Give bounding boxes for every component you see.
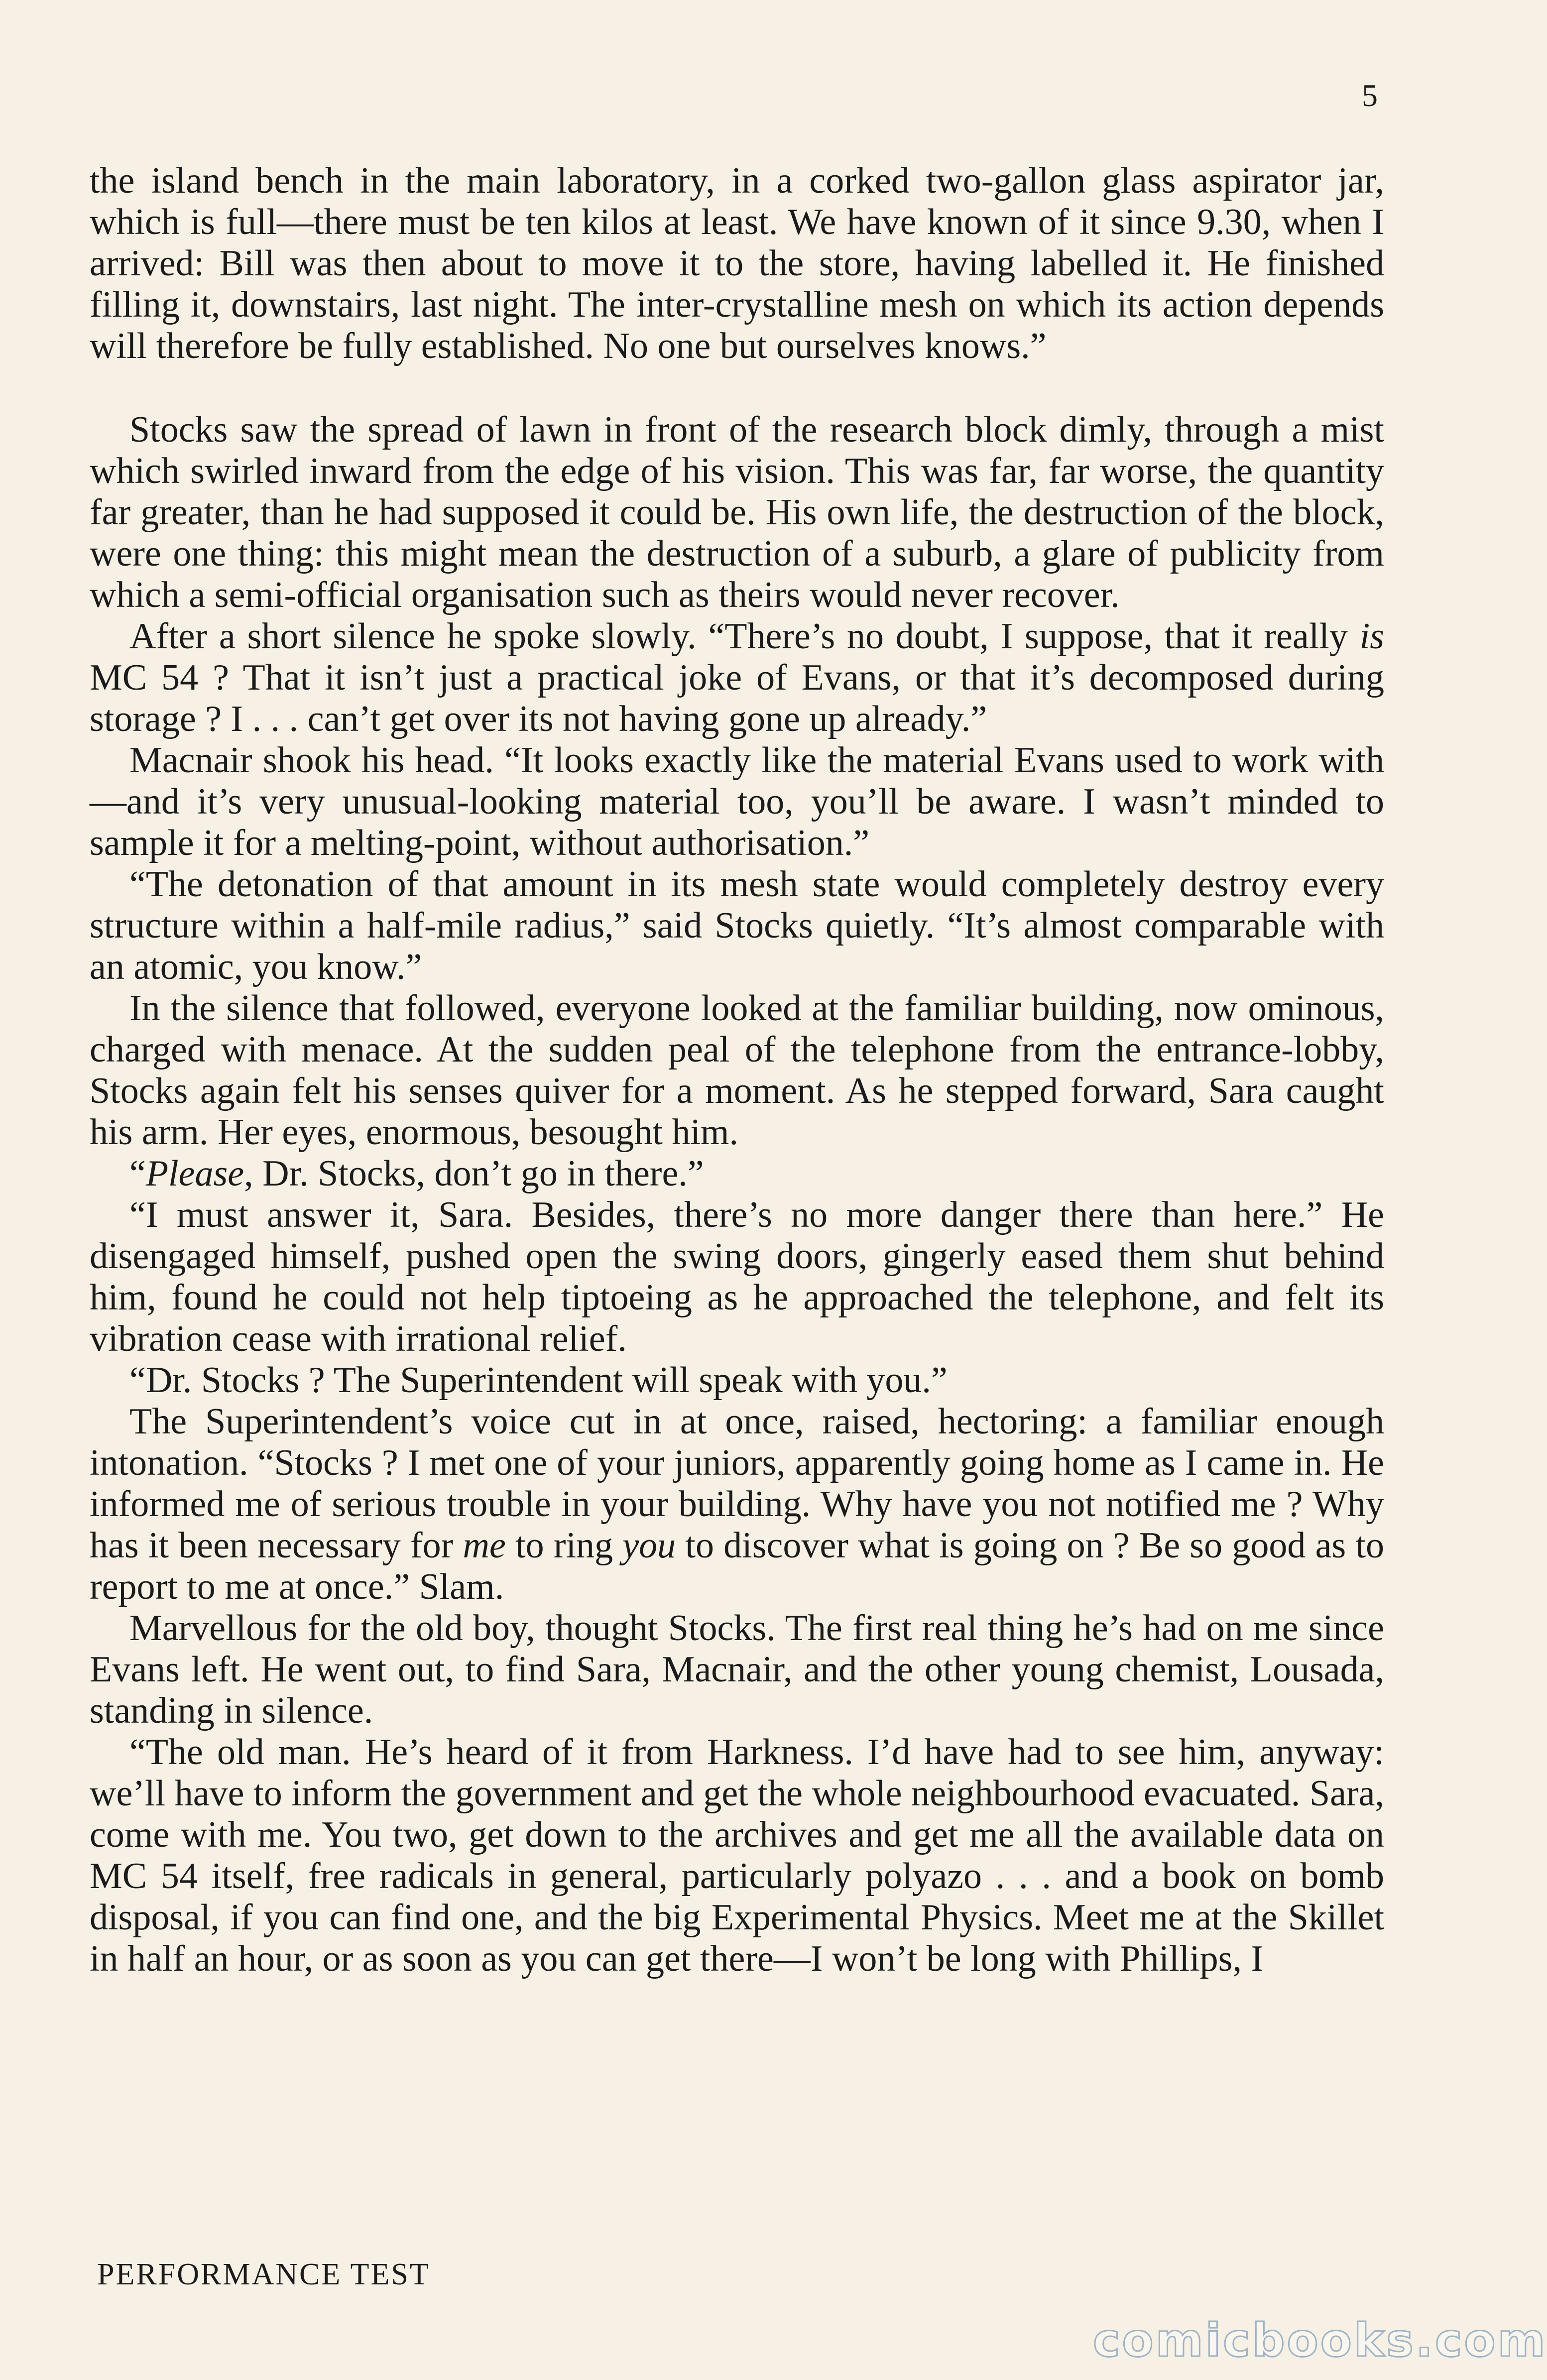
text-run: After a short silence he spoke slowly. “There’s no doubt, I suppose, that it really: [129, 616, 1360, 657]
paragraph: Marvellous for the old boy, thought Stocks. The first real thing he’s had on me since Evans left. He went out, to find Sara, Macnair, and the other young chemist, Lousada, standing in silence.: [90, 1608, 1384, 1731]
emphasis: me: [463, 1525, 506, 1566]
text-run: to ring: [505, 1525, 623, 1566]
text-run: The Superintendent’s voice cut in at once, raised, hectoring: a familiar enough intonation. “Stocks ? I met one of your juniors, apparently going home as I came in. He informed me of serious trouble in your building. Why have you not notified me ? Why has it been necessary for: [90, 1401, 1384, 1566]
paragraph: In the silence that followed, everyone looked at the familiar building, now ominous, charged with menace. At the sudden peal of the telephone from the entrance-lobby, Stocks again felt his senses quiver for a moment. As he stepped forward, Sara caught his arm. Her eyes, enormous, besought him.: [90, 988, 1384, 1153]
emphasis: is: [1359, 616, 1384, 657]
text-run: “: [129, 1153, 146, 1194]
footer-title: PERFORMANCE TEST: [97, 2258, 430, 2291]
text-run: , Dr. Stocks, don’t go in there.”: [244, 1153, 704, 1194]
paragraph: [90, 1401, 1384, 1608]
emphasis: you: [622, 1525, 676, 1566]
paragraph: Stocks saw the spread of lawn in front of the research block dimly, through a mist which swirled inward from the edge of his vision. This was far, far worse, the quantity far greater, than he had supposed it could be. His own life, the destruction of the block, were one thing: this might mean the destruction of a suburb, a glare of publicity from which a semi-official organisation such as theirs would never recover.: [90, 409, 1384, 615]
paragraph: “Dr. Stocks ? The Superintendent will speak with you.”: [129, 1360, 948, 1401]
paragraph: “I must answer it, Sara. Besides, there’s no more danger there than here.” He disengaged himself, pushed open the swing doors, gingerly eased them shut behind him, found he could not help tiptoeing as he approached the telephone, and felt its vibration cease with irrational relief.: [90, 1194, 1384, 1359]
text-run: MC 54 ? That it isn’t just a practical joke of Evans, or that it’s decomposed during storage ? I . . . can’t get over its not having gone up already.”: [90, 657, 1384, 739]
paragraph: the island bench in the main laboratory, in a corked two-gallon glass aspirator jar, which is full—there must be ten kilos at least. We have known of it since 9.30, when I arrived: Bill was then about to move it to the store, having labelled it. He finished filling it, downstairs, last night. The inter-crystalline mesh on which its action depends will therefore be fully established. No one but ourselves knows.”: [90, 160, 1384, 366]
text-run: to discover what is going on ? Be so good as to report to me at once.” Slam.: [90, 1525, 1385, 1607]
paragraph: [90, 1153, 1384, 1194]
paragraph: “The old man. He’s heard of it from Harkness. I’d have had to see him, anyway: we’ll have to inform the government and get the whole neighbourhood evacuated. Sara, come with me. You two, get down to the archives and get me all the available data on MC 54 itself, free radicals in general, particularly polyazo . . . and a book on bomb disposal, if you can find one, and the big Experimental Physics. Meet me at the Skillet in half an hour, or as soon as you can get there—I won’t be long with Phillips, I: [90, 1732, 1384, 1979]
paragraph: Macnair shook his head. “It looks exactly like the material Evans used to work with—and it’s very unusual-looking material too, you’ll be aware. I wasn’t minded to sample it for a melting-point, without authorisation.”: [90, 740, 1384, 863]
emphasis: Please: [145, 1153, 244, 1194]
paragraph: [90, 616, 1384, 740]
page-number: 5: [1362, 78, 1378, 113]
paragraph: “The detonation of that amount in its mesh state would completely destroy every structure within a half-mile radius,” said Stocks quietly. “It’s almost comparable with an atomic, you know.”: [90, 864, 1384, 987]
body-text: [90, 160, 1384, 1980]
watermark: comicbooks.com: [1093, 2314, 1547, 2367]
